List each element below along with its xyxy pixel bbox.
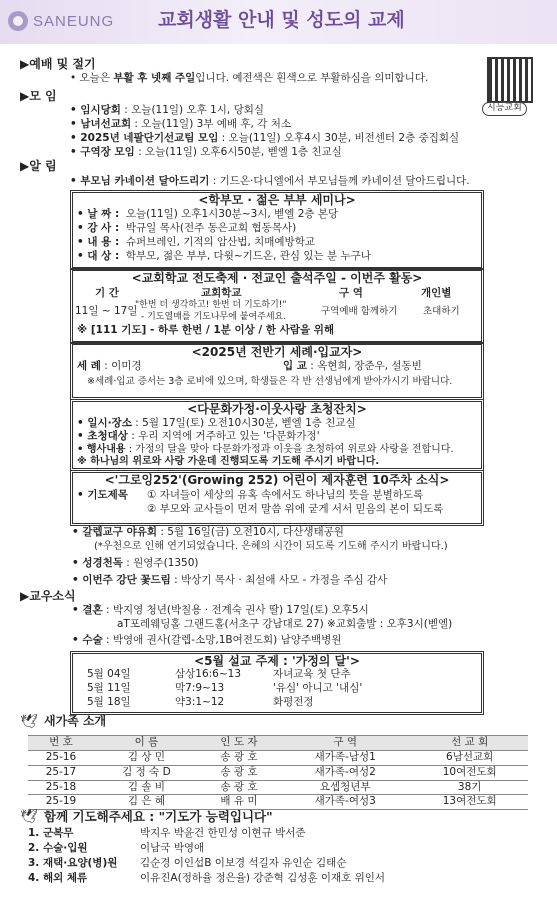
sermon-box (70, 651, 484, 715)
cell: 새가족-여성3 (279, 795, 411, 810)
prayer-names: 이남국 박영애 (140, 842, 205, 854)
multicultural-row: • 행사내용 : 가정의 달을 맞아 다문화가정과 이웃을 초청하여 위로와 사랑을 전합니다. (77, 444, 454, 455)
column-header: 인 도 자 (199, 736, 279, 751)
brand-name: SANEUNG (33, 13, 115, 30)
sermon-scripture: 삼상16:6~13 (175, 668, 242, 680)
worship-heading: ▶예배 및 절기 (20, 57, 96, 71)
school-district: 구역예배 함께하기 (321, 306, 398, 317)
page-title: 교회생활 안내 및 성도의 교제 (158, 9, 405, 31)
qr-code-icon[interactable] (487, 57, 533, 103)
multicultural-footer: ※ 하나님의 위로와 사랑 가운데 진행되도록 기도해 주시기 바랍니다. (77, 456, 380, 467)
column-header: 선 교 회 (411, 736, 528, 751)
prayer-names: 이유진A(정하율 정은율) 강준혁 김성훈 이재호 위인서 (140, 872, 386, 884)
prayer-category: 1. 군복무 (28, 827, 74, 839)
school-col-header: 개인별 (421, 287, 452, 299)
wedding-notice: • 결혼 : 박지영 청년(박칠용 · 전계숙 권사 딸) 17일(토) 오후5시 (72, 604, 369, 616)
school-text: "한번 더 생각하고! 한번 더 기도하기!" (135, 300, 287, 310)
meeting-item: • 구역장 모임 : 오늘(11일) 오후6시50분, 벧엘 1층 친교실 (70, 146, 342, 158)
sermon-date: 5월 11일 (87, 682, 131, 694)
wedding-sub: aT포레웨딩홀 그랜드홀(서초구 강남대로 27) ※교회출발 : 오후3시(벧엘) (117, 618, 453, 630)
school-title: <교회학교 전도축제 · 전교인 출석주일 - 이번주 활동> (131, 271, 423, 285)
seminar-row: • 내 용 : 슈퍼브레인, 기적의 암산법, 치매예방학교 (77, 236, 315, 248)
cell: 송 광 호 (199, 780, 279, 795)
growing-item: ① 자녀들이 세상의 유혹 속에서도 하나님의 뜻을 분별하도록 (147, 489, 424, 501)
cell: 김 상 민 (94, 750, 199, 765)
picnic-sub: (*우천으로 인해 연기되었습니다. 은혜의 시간이 되도록 기도해 주시기 바랍니다.) (94, 541, 448, 552)
table-row (28, 765, 528, 780)
growing-box (70, 470, 484, 526)
header-banner (0, 0, 557, 44)
table-row (28, 795, 528, 810)
column-header: 구 역 (279, 736, 411, 751)
cell: 김 솔 비 (94, 780, 199, 795)
cell: 김 은 혜 (94, 795, 199, 810)
confirmation-row: 입 교 : 옥현희, 장준우, 설동빈 (283, 360, 422, 372)
baptism-row: 세 례 : 이미경 (77, 360, 142, 372)
column-header: 번 호 (28, 736, 94, 751)
school-period: 11일 ~ 17일 (75, 305, 138, 317)
school-text: - 기도열매를 기도나무에 붙여주세요. (141, 312, 287, 322)
surgery-notice: • 수술 : 박영애 권사(갈렙-소망,1B여전도회) 남양주백병원 (72, 634, 342, 646)
cell: 13여전도회 (411, 795, 528, 810)
worship-line: • 오늘은 부활 후 넷째 주일입니다. 예전색은 흰색으로 부활하심을 의미합니다. (70, 72, 429, 84)
cell: 10여전도회 (411, 765, 528, 780)
school-col-header: 교회학교 (201, 287, 242, 299)
qr-label: 시능교회 (482, 102, 527, 116)
school-col-header: 기 간 (95, 287, 119, 299)
seminar-box (70, 190, 484, 270)
seminar-row: • 강 사 : 박규일 목사(전주 동은교회 협동목사) (77, 222, 297, 234)
news-heading: ▶교우소식 (20, 589, 76, 603)
multicultural-row: • 초청대상 : 우리 지역에 거주하고 있는 '다문화가정' (77, 430, 320, 442)
sermon-topic: 화평전정 (273, 696, 314, 708)
baptism-note: ※세례·입교 증서는 3층 로비에 있으며, 학생들은 각 반 선생님에게 받아가시기 바랍니다. (87, 376, 453, 387)
carnation-notice: • 부모님 카네이션 달아드리기 : 기드온·다니엘에서 부모님들께 카네이션 달아드립니다. (70, 175, 470, 187)
bible-notice: • 성경천독 : 원영주(1350) (72, 557, 199, 569)
multicultural-box (70, 399, 484, 471)
table-row (28, 750, 528, 765)
seminar-row: • 대 상 : 학부모, 젊은 부부, 다윗~기드온, 관심 있는 분 누구나 (77, 250, 371, 262)
cell: 25-17 (28, 765, 94, 780)
meetings-heading: ▶모 임 (20, 89, 57, 103)
meeting-item: • 남녀선교회 : 오늘(11일) 3부 예배 후, 각 처소 (70, 118, 291, 130)
column-header: 이 름 (94, 736, 199, 751)
dove-icon: 🕊 (20, 714, 38, 730)
cell: 송 광 호 (199, 750, 279, 765)
sermon-topic: '유심' 아니고 '내심' (273, 682, 363, 694)
dove-icon: 🕊 (20, 809, 38, 825)
logo-icon (8, 11, 28, 31)
baptism-box (70, 342, 484, 400)
flowers-notice: • 이번주 강단 꽃드림 : 박상기 목사 · 최설애 사모 - 가정을 주심 감사 (72, 574, 388, 586)
seminar-title: <학부모 · 젊은 부부 세미나> (198, 193, 356, 207)
cell: 요셉청년부 (279, 780, 411, 795)
newfamily-heading: 새가족 소개 (44, 714, 107, 728)
meeting-item: • 임시당회 : 오늘(11일) 오후 1시, 당회실 (70, 104, 265, 116)
prayer-heading: 함께 기도해주세요 : "기도가 능력입니다" (44, 809, 273, 824)
cell: 25-19 (28, 795, 94, 810)
school-personal: 초대하기 (423, 306, 460, 317)
growing-title: <'그로잉252'(Growing 252) 어린이 제자훈련 10주차 소식> (104, 473, 450, 487)
growing-label: • 기도제목 (77, 489, 128, 501)
prayer-category: 3. 재택·요양(병)원 (28, 857, 118, 869)
cell: 25-18 (28, 780, 94, 795)
multicultural-row: • 일시·장소 : 5월 17일(토) 오전10시30분, 벧엘 1층 친교실 (77, 417, 356, 429)
prayer-names: 박지우 박윤건 한민성 이현규 박서준 (140, 827, 306, 839)
cell: 김 정 숙 D (94, 765, 199, 780)
sermon-scripture: 약3:1~12 (175, 696, 225, 708)
school-col-header: 구 역 (339, 287, 363, 299)
picnic-notice: • 갈렙교구 야유회 : 5월 16일(금) 오전10시, 다산생태공원 (72, 526, 344, 538)
seminar-row: • 날 짜 : 오늘(11일) 오후1시30분~3시, 벧엘 2층 본당 (77, 208, 339, 220)
multicultural-title: <다문화가정·이웃사랑 초청잔치> (187, 402, 367, 416)
cell: 38기 (411, 780, 528, 795)
school-footer: ※ [111 기도] - 하루 한번 / 1분 이상 / 한 사람을 위해 (77, 324, 335, 336)
cell: 새가족-남성1 (279, 750, 411, 765)
prayer-category: 2. 수술·입원 (28, 842, 88, 854)
sermon-date: 5월 04일 (87, 668, 131, 680)
sermon-title: <5월 설교 주제 : '가정의 달'> (194, 654, 360, 668)
table-row (28, 780, 528, 795)
notices-heading: ▶알 림 (20, 159, 57, 173)
cell: 배 유 미 (199, 795, 279, 810)
meeting-item: • 2025년 네팔단기선교팀 모임 : 오늘(11일) 오후4시 30분, 비전센터 2층 중집회실 (70, 132, 460, 144)
prayer-category: 4. 해외 체류 (28, 872, 88, 884)
growing-item: ② 부모와 교사들이 먼저 말씀 위에 굳게 서서 믿음의 본이 되도록 (147, 503, 444, 515)
sermon-scripture: 막7:9~13 (175, 682, 225, 694)
prayer-names: 김순경 이인섭B 이보경 석길자 유인순 김태순 (140, 857, 347, 869)
cell: 6남선교회 (411, 750, 528, 765)
cell: 25-16 (28, 750, 94, 765)
newfamily-table (28, 735, 528, 810)
sermon-date: 5월 18일 (87, 696, 131, 708)
sermon-topic: 자녀교육 첫 단추 (273, 668, 351, 680)
table-header-row (28, 736, 528, 751)
baptism-title: <2025년 전반기 세례·입교자> (191, 345, 363, 359)
cell: 새가족-여성2 (279, 765, 411, 780)
cell: 송 광 호 (199, 765, 279, 780)
school-box (70, 268, 484, 344)
